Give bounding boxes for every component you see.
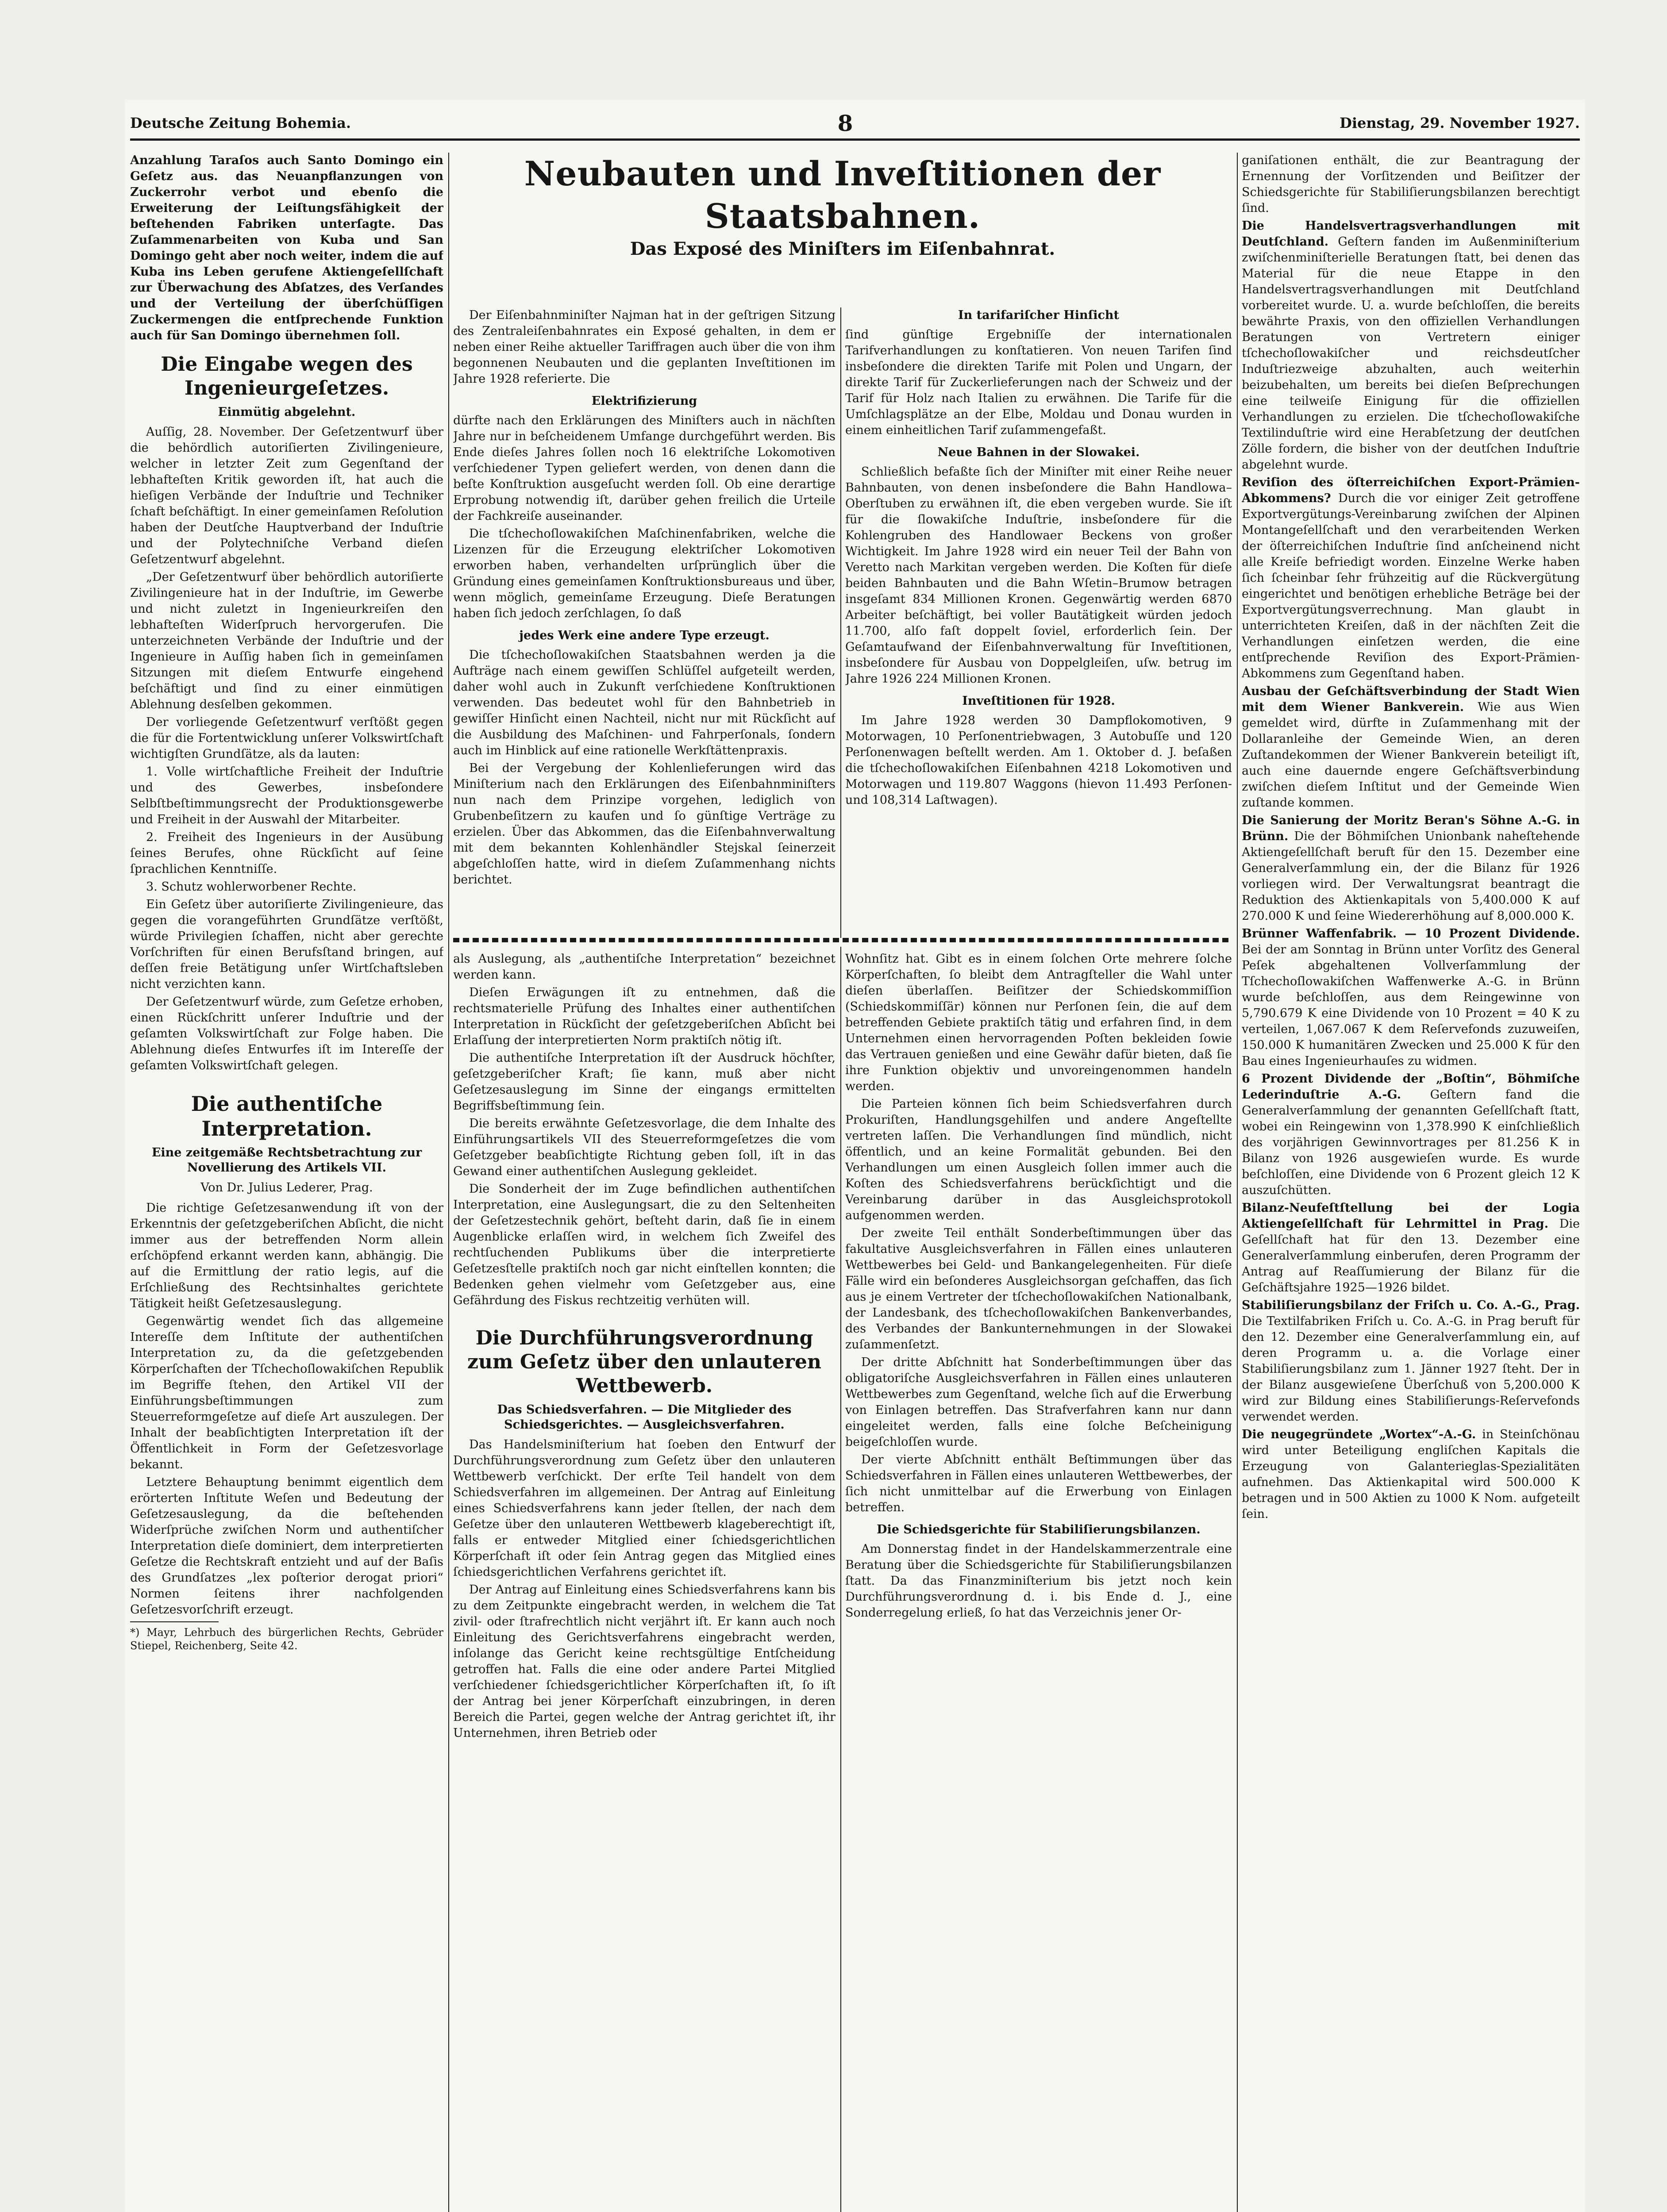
column-rule [448, 153, 449, 2212]
paragraph: Die Parteien können ſich beim Schiedsverfahren durch Prokuriſten, Handlungsgehilfen und andere Angeſtellte vertreten laſſen. Die Verhandlungen ſind mündlich, nicht öffentlich, und an keine Formalität gebunden. Bei den Verhandlungen um einen Ausgleich ſollen immer auch die Koſten des Schiedsverfahrens berückſichtigt und die Vereinbarung darüber in das Ausgleichsprotokoll aufgenommen werden. [845, 1097, 1232, 1222]
paragraph: Die richtige Geſetzesanwendung iſt von der Erkenntnis der geſetzgeberiſchen Abſicht, die nicht immer aus der betreffenden Norm allein erſchöpfend erkannt werden kann, abhängig. Die auf die Ermittlung der ratio legis, auf die Erſchließung des Rechtsinhaltes gerichtete Tätigkeit heißt Geſetzesauslegung. [130, 1201, 443, 1310]
column-3-bottom [845, 951, 1232, 2212]
paragraph: 1. Volle wirtſchaftliche Freiheit der Induſtrie und des Gewerbes, insbeſondere Selbſtbeſtimmungsrecht der Produktionsgewerbe und Freiheit in der Auswahl der Mitarbeiter. [130, 765, 443, 826]
column-rule [840, 307, 841, 938]
lead-head: Die Sanierung der Moritz Beran's Söhne A.-G. in Brünn. [1242, 814, 1580, 843]
byline: Von Dr. Julius Lederer, Prag. [200, 1181, 373, 1194]
paragraph: dürfte nach den Erklärungen des Miniſters auch in nächſten Jahre nur in beſcheidenem Umfange durchgeführt werden. Bis Ende dieſes Jahres ſollen noch 16 elektriſche Lokomotiven verſchiedener Typen geliefert werden, von denen dann die beſte Konſtruktion ausgeſucht werden ſoll. Ob eine derartige Erprobung notwendig iſt, darüber gehen freilich die Urteile der Fachkreiſe auseinander. [453, 414, 835, 523]
paragraph: Die tſchechoſlowakiſchen Staatsbahnen werden ja die Aufträge nach einem gewiſſen Schlüſſel aufgeteilt werden, daher wohl auch in Zukunft verſchiedene Konſtruktionen verwenden. Das bedeutet wohl für den Bahnbetrieb in gewiſſer Hinſicht einen Nachteil, nicht nur mit Rückſicht auf die Ausbildung des Maſchinen- und Fahrperſonals, ſondern auch im Hinblick auf eine rationelle Werkſtättenpraxis. [453, 648, 835, 757]
section-head: jedes Werk eine andere Type erzeugt. [519, 629, 770, 642]
main-headline: Neubauten und Inveſtitionen der Staatsbahnen. [524, 154, 1161, 236]
paragraph-with-lead [1242, 684, 1580, 811]
paragraph-with-lead [1242, 218, 1580, 473]
column-2-top [453, 307, 835, 936]
lead-head: Ausbau der Geſchäftsverbindung der Stadt Wien mit dem Wiener Bankverein. [1242, 684, 1580, 714]
page-header [130, 108, 1580, 141]
paragraph: Der dritte Abſchnitt hat Sonderbeſtimmungen über das obligatoriſche Ausgleichsverfahren in Fällen eines unlauteren Wettbewerbes zum Gegenſtand, welche ſich auf die Erwerbung von Einlagen betreffen. Das Strafverfahren kann nur dann eingeleitet werden, falls eine ſolche Beſcheinigung beigeſchloſſen wurde. [845, 1356, 1232, 1449]
section-head: Elektrifizierung [591, 394, 697, 408]
lead-text: Bei der am Sonntag in Brünn unter Vorſitz des General Peſek abgehaltenen Vollverſammlung der Tſchechoſlowakiſchen Waffenwerke A.-G. in Brünn wurde beſchloſſen, aus dem Reingewinne von 5,790.679 K eine Dividende von 10 Prozent = 40 K zu verteilen, 1,067.067 K dem Reſervefonds zuzuweiſen, 150.000 K humanitären Zwecken und 25.000 K für den Bau eines Ingenieurhauſes zu widmen. [1242, 943, 1580, 1068]
lead-text: Geſtern fanden im Außenminiſterium zwiſchenminiſterielle Beratungen ſtatt, bei denen das Material für die neue Etappe in den Handelsvertragsverhandlungen mit Deutſchland vorbereitet wurde. U. a. wurde beſchloſſen, die bereits bewährte Praxis, von den offiziellen Verhandlungen Beratungen von Vertretern einiger tſchechoſlowakiſcher und reichsdeutſcher Induſtriezweige abzuhalten, auch weiterhin beizubehalten, um bereits bei dieſen Beſprechungen eine teilweiſe Einigung für die offiziellen Verhandlungen zu erzielen. Die tſchechoſlowakiſche Textilinduſtrie wird eine Herabſetzung der deutſchen Zölle fordern, die bisher von der deutſchen Induſtrie abgelehnt wurde. [1242, 235, 1580, 472]
section-head: Neue Bahnen in der Slowakei. [937, 445, 1140, 459]
footnote: *) Mayr, Lehrbuch des bürgerlichen Rechts, Gebrüder Stiepel, Reichenberg, Seite 42. [130, 1626, 443, 1652]
paragraph: Bei der Vergebung der Kohlenlieferungen wird das Miniſterium nach den Erklärungen des Eiſenbahnminiſters nun nach dem Prinzipe vorgehen, lediglich von Grubenbeſitzern zu kaufen und ſo günſtige Verträge zu erzielen. Über das Abkommen, das die Eiſenbahnverwaltung mit dem bekannten Kohlenhändler Stejskal ſeinerzeit abgeſchloſſen hatte, wird in dieſem Zuſammenhang nichts berichtet. [453, 761, 835, 887]
lead-head: Stabiliſierungsbilanz der Friſch u. Co. A.-G., Prag. [1242, 1298, 1580, 1312]
paragraph: 2. Freiheit des Ingenieurs in der Ausübung ſeines Berufes, ohne Rückſicht auf ſeine ſprachlichen Kenntniſſe. [130, 830, 443, 876]
article-title: Die Durchführungsverordnung zum Geſetz über den unlauteren Wettbewerb. [467, 1327, 821, 1397]
paragraph-with-lead [1242, 813, 1580, 924]
paragraph: 3. Schutz wohlerworbener Rechte. [146, 880, 357, 894]
footnote-rule [130, 1621, 219, 1622]
lead-head: Die neugegründete „Wortex“-A.-G. [1242, 1428, 1476, 1441]
column-2-bottom [453, 951, 835, 2212]
lead-head: Reviſion des öſterreichiſchen Export-Prämien-Abkommens? [1242, 476, 1580, 505]
article-tail: Anzahlung Taraſos auch Santo Domingo ein Geſetz aus. das Neuanpflanzungen von Zuckerrohr verbot und ebenſo die Erweiterung der Leiſtungsfähigkeit der beſtehenden Fabriken unterſagte. Das Zuſammenarbeiten von Kuba und San Domingo geht aber noch weiter, indem die auf Kuba ins Leben gerufene Aktiengeſellſchaft zur Überwachung des Abſatzes, des Verſandes und der Verteilung der überſchüſſigen Zuckermengen die entſprechende Funktion auch für San Domingo übernehmen ſoll. [130, 154, 443, 342]
paragraph: Das Handelsminiſterium hat ſoeben den Entwurf der Durchführungsverordnung zum Geſetz über den unlauteren Wettbewerb verſchickt. Der erſte Teil handelt von dem Schiedsverfahren im allgemeinen. Der Antrag auf Einleitung eines Schiedsverfahrens kann jeder ſtellen, der nach dem Geſetze über den unlauteren Wettbewerb klageberechtigt iſt, falls er entweder Mitglied einer ſchiedsgerichtlichen Körperſchaft iſt oder ſein Antrag gegen das Mitglied eines ſchiedsgerichtlichen Verfahrens gerichtet iſt. [453, 1438, 835, 1579]
paragraph: Die bereits erwähnte Geſetzesvorlage, die dem Inhalte des Einführungsartikels VII des Steuerreformgeſetzes die vom Geſetzgeber beabſichtigte Richtung geben ſoll, iſt in das Gewand einer authentiſchen Auslegung gekleidet. [453, 1117, 835, 1178]
paragraph: „Der Geſetzentwurf über behördlich autoriſierte Zivilingenieure hat in der Induſtrie, im Gewerbe und nicht zuletzt in Ingenieurkreiſen den lebhafteſten Widerſpruch hervorgerufen. Die unterzeichneten Verbände der Induſtrie und der Ingenieure in Auſſig haben ſich in gemeinſamen Sitzungen mit dieſem Entwurfe eingehend beſchäftigt und ſind zu einer einmütigen Ablehnung desſelben gekommen. [130, 570, 443, 711]
lead-head: Die Handelsvertragsverhandlungen mit Deutſchland. [1242, 219, 1580, 249]
article-subtitle: Einmütig abgelehnt. [218, 405, 356, 419]
paragraph: ganiſationen enthält, die zur Beantragung der Ernennung der Vorſitzenden und Beiſitzer der Schiedsgerichte für Stabiliſierungsbilanzen berechtigt ſind. [1242, 154, 1580, 215]
paragraph: Die authentiſche Interpretation iſt der Ausdruck höchſter, geſetzgeberiſcher Kraft; ſie kann, muß aber nicht Geſetzesauslegung im Sinne der eingangs ermittelten Begriffsbeſtimmung ſein. [453, 1051, 835, 1113]
column-1 [130, 153, 443, 2212]
newspaper-page [125, 100, 1585, 2212]
paragraph-with-lead [1242, 1200, 1580, 1296]
column-rule [1237, 153, 1238, 2212]
paragraph: als Auslegung, als „authentiſche Interpretation“ bezeichnet werden kann. [453, 952, 835, 982]
paragraph-with-lead [1242, 926, 1580, 1069]
paragraph-with-lead [1242, 1427, 1580, 1522]
paragraph: Der vorliegende Geſetzentwurf verſtößt gegen die für die Fortentwicklung unſerer Volkswirtſchaft wichtigſten Grundſätze, als da lauten: [130, 715, 443, 761]
section-head: Die Schiedsgerichte für Stabiliſierungsbilanzen. [877, 1523, 1201, 1536]
paragraph: Auſſig, 28. November. Der Geſetzentwurf über die behördlich autoriſierten Zivilingenieure, welcher in letzter Zeit zum Gegenſtand der lebhafteſten Kritik geworden iſt, hat auch die hieſigen Verbände der Induſtrie und Techniker ſchaft beſchäftigt. In einer gemeinſamen Reſolution haben der Deutſche Hauptverband der Induſtrie und der Polytechniſche Verband dieſen Geſetzentwurf abgelehnt. [130, 425, 443, 566]
article-title: Die authentiſche Interpretation. [191, 1092, 383, 1141]
column-rule [840, 947, 841, 2212]
paragraph: Der Eiſenbahnminiſter Najman hat in der geſtrigen Sitzung des Zentraleiſenbahnrates ein Exposé gehalten, in dem er neben einer Reihe aktueller Tariffragen auch über die von ihm begonnenen Neubauten und die geplanten Inveſtitionen im Jahre 1928 referierte. Die [453, 308, 835, 386]
article-title: Die Eingabe wegen des Ingenieurgeſetzes. [161, 353, 413, 399]
lead-text: Wie aus Wien gemeldet wird, dürfte in Zuſammenhang mit der Dollaranleihe der Gemeinde Wien, an deren Zuſtandekommen der Wiener Bankverein beteiligt iſt, auch eine dauernde engere Geſchäftsverbindung zwiſchen dieſem Inſtitut und der Gemeinde Wien zuſtande kommen. [1242, 700, 1580, 810]
paragraph: Der Geſetzentwurf würde, zum Geſetze erhoben, einen Rückſchritt unſerer Induſtrie und der geſamten Volkswirtſchaft zur Folge haben. Die Ablehnung dieſes Entwurfes iſt im Intereſſe der geſamten Volkswirtſchaft gelegen. [130, 995, 443, 1072]
star-divider [453, 938, 1232, 942]
column-4 [1242, 153, 1580, 2212]
paragraph: Der Antrag auf Einleitung eines Schiedsverfahrens kann bis zu dem Zeitpunkte eingebracht werden, in welchem die Tat zivil- oder ſtrafrechtlich nicht verjährt iſt. Er kann auch noch Einleitung des Gerichtsverfahrens eingebracht werden, inſolange das Gericht keine rechtsgültige Entſcheidung getroffen hat. Falls die eine oder andere Partei Mitglied verſchiedener ſchiedsgerichtlicher Körperſchaften iſt, ſo iſt der Antrag bei jener Körperſchaft einzubringen, in deren Bereich die Partei, gegen welche der Antrag gerichtet iſt, ihr Unternehmen, ihren Betrieb oder [453, 1583, 835, 1740]
paragraph: Die Sonderheit der im Zuge befindlichen authentiſchen Interpretation, eine Auslegungsart, die zu den Seltenheiten der Geſetzestechnik gehört, beſteht darin, daß ſie in einem Augenblicke erlaſſen wird, in welchem ſich Zweifel des rechtſuchenden Publikums über die interpretierte Geſetzesſtelle praktiſch noch gar nicht einſtellen konnten; die Bedenken gehen vielmehr vom Geſetzgeber aus, eine Gefährdung des Fiskus rechtzeitig verhüten will. [453, 1182, 835, 1307]
lead-text: Die Textilfabriken Friſch u. Co. A.-G. in Prag beruft für den 12. Dezember eine Generalverſammlung ein, auf deren Programm u. a. die Vorlage einer Stabiliſierungsbilanz zum 1. Jänner 1927 ſteht. Der in der Bilanz ausgewieſene Überſchuß von 5,200.000 K wird zur Bildung eines Stabiliſierungs-Reſervefonds verwendet werden. [1242, 1314, 1580, 1424]
lead-text: Die der Böhmiſchen Unionbank naheſtehende Aktiengeſellſchaft beruft für den 15. Dezember eine Generalverſammlung ein, der die Bilanz für 1926 vorliegen wird. Der Verwaltungsrat beantragt die Reduktion des Aktienkapitals von 5,400.000 K auf 270.000 K und ſeine Wiedererhöhung auf 8,000.000 K. [1242, 830, 1580, 923]
paragraph: Wohnſitz hat. Gibt es in einem ſolchen Orte mehrere ſolche Körperſchaften, ſo bleibt dem Antragſteller die Wahl unter dieſen überlaſſen. Beiſitzer der Schiedskommiſſion (Schiedskommiſſär) können nur Perſonen ſein, die auf dem betreffenden Gebiete praktiſch tätig und erfahren ſind, in dem Unternehmen einen hervorragenden Poſten bekleiden ſowie das Vertrauen genießen und eine Gewähr dafür bieten, daß ſie ihre Funktion objektiv und unvoreingenommen handeln werden. [845, 952, 1232, 1093]
paragraph: Der vierte Abſchnitt enthält Beſtimmungen über das Schiedsverfahren in Fällen eines unlauteren Wettbewerbes, der ſich nicht unmittelbar auf die Erwerbung von Einlagen betreffen. [845, 1453, 1232, 1514]
paragraph: Die tſchechoſlowakiſchen Maſchinenfabriken, welche die Lizenzen für die Erzeugung elektriſcher Lokomotiven erworben haben, verhandelten urſprünglich über die Gründung eines gemeinſamen Konſtruktionsbureaus und über, wenn möglich, gemeinſame Erzeugung. Dieſe Beratungen haben ſich jedoch zerſchlagen, ſo daß [453, 527, 835, 620]
paragraph-with-lead [1242, 475, 1580, 682]
paragraph: Gegenwärtig wendet ſich das allgemeine Intereſſe dem Inſtitute der authentiſchen Interpretation zu, da die geſetzgebenden Körperſchaften der Tſchechoſlowakiſchen Republik im Begriffe ſtehen, den Artikel VII der Einführungsbeſtimmungen zum Steuerreformgeſetze auf dieſe Art auszulegen. Der Inhalt der beabſichtigten Interpretation iſt der Öffentlichkeit in Form der Geſetzesvorlage bekannt. [130, 1314, 443, 1471]
main-deck: Das Exposé des Miniſters im Eiſenbahnrat. [630, 238, 1055, 259]
article-subtitle: Das Schiedsverfahren. — Die Mitglieder des Schiedsgerichtes. — Ausgleichsverfahren. [497, 1403, 792, 1432]
lead-text: Durch die vor einiger Zeit getroffene Exportvergütungs-Vereinbarung zwiſchen der Alpinen Montangeſellſchaft und den verarbeitenden Werken der öſterreichiſchen Induſtrie ſind anſcheinend nicht alle Kreiſe befriedigt worden. Einzelne Werke haben ſich ſcheinbar ſehr frühzeitig auf die Rückvergütung eingerichtet und benötigen erhebliche Beträge bei der Exportvergütungsverrechnung. Man glaubt in unterrichteten Kreiſen, daß in der nächſten Zeit die Verhandlungen einſetzen werden, die eine entſprechende Reviſion des Export-Prämien-Abkommens zum Gegenſtand haben. [1242, 492, 1580, 680]
paper-name: Deutsche Zeitung Bohemia. [130, 115, 351, 131]
paragraph: Dieſen Erwägungen iſt zu entnehmen, daß die rechtsmaterielle Prüfung des Inhaltes einer authentiſchen Interpretation in Rückſicht der geſetzgeberiſchen Abſicht bei Erlaſſung der interpretierten Norm praktiſch nötig iſt. [453, 986, 835, 1047]
lead-text: Die Geſellſchaft hat für den 13. Dezember eine Generalverſammlung einberufen, deren Programm der Antrag auf Reaſſumierung der Bilanz für die Geſchäftsjahre 1925—1926 bildet. [1242, 1217, 1580, 1294]
paragraph: Der zweite Teil enthält Sonderbeſtimmungen über das fakultative Ausgleichsverfahren in Fällen eines unlauteren Wettbewerbes bei Geld- und Bankangelegenheiten. Für dieſe Fälle wird ein beſonderes Ausgleichsorgan geſchaffen, das ſich aus je einem Vertreter der tſchechoſlowakiſchen Nationalbank, der Landesbank, des tſchechoſlowakiſchen Bankenverbandes, des Verbandes der Bankunternehmungen in der Slowakei zuſammenſetzt. [845, 1226, 1232, 1352]
column-3-top [845, 307, 1232, 936]
lead-head: Bilanz-Neufeſtſtellung bei der Logia Aktiengeſellſchaft für Lehrmittel in Prag. [1242, 1201, 1580, 1231]
paragraph: Am Donnerstag findet in der Handelskammerzentrale eine Beratung über die Schiedsgerichte für Stabiliſierungsbilanzen ſtatt. Da das Finanzminiſterium bis jetzt noch kein Durchführungsverordnung d. i. bis Ende d. J., eine Sonderregelung erließ, ſo hat das Verzeichnis jener Or- [845, 1542, 1232, 1620]
page-number: 8 [837, 110, 853, 136]
paragraph: Letztere Behauptung benimmt eigentlich dem erörterten Inſtitute Weſen und Bedeutung der Geſetzesauslegung, da die beſtehenden Widerſprüche zwiſchen Norm und authentiſcher Interpretation dieſe dominiert, dem interpretierten Geſetze die Rechtskraft entzieht und auf der Baſis des Grundſatzes „lex poſterior derogat priori“ Normen ſeitens ihrer nachfolgenden Geſetzesvorſchrift erzeugt. [130, 1475, 443, 1617]
paragraph: ſind günſtige Ergebniſſe der internationalen Tarifverhandlungen zu konſtatieren. Von neuen Tarifen ſind insbeſondere die direkten Tarife mit Polen und Ungarn, der direkte Tarif für Zuckerlieferungen nach der Schweiz und der Tarif für Holz nach Italien zu erwähnen. Die Tarife für die Umſchlagsplätze an der Elbe, Moldau und Donau wurden in einem einheitlichen Tarif zuſammengefaßt. [845, 328, 1232, 437]
lead-head: Brünner Waffenfabrik. — 10 Prozent Dividende. [1242, 927, 1580, 941]
paragraph: Im Jahre 1928 werden 30 Dampflokomotiven, 9 Motorwagen, 10 Perſonentriebwagen, 3 Autobuſſe und 120 Perſonenwagen beſtellt werden. Am 1. Oktober d. J. beſaßen die tſchechoſlowakiſchen Eiſenbahnen 4218 Lokomotiven und Motorwagen und 119.807 Waggons (hievon 11.493 Perſonen- und 108,314 Laſtwagen). [845, 714, 1232, 807]
section-head: Inveſtitionen für 1928. [962, 694, 1115, 708]
article-subtitle: Eine zeitgemäße Rechtsbetrachtung zur Novellierung des Artikels VII. [151, 1146, 422, 1175]
paragraph-with-lead [1242, 1071, 1580, 1198]
paragraph: Ein Geſetz über autoriſierte Zivilingenieure, das gegen die vorangeführten Grundſätze verſtößt, würde Privilegien ſchaffen, nicht aber gerechte Vorſchriften für einen Berufsſtand bringen, auf deſſen freie Betätigung unſer Wirtſchaftsleben nicht verzichten kann. [130, 898, 443, 991]
lead-text: Geſtern fand die Generalverſammlung der genannten Geſellſchaft ſtatt, wobei ein Reingewinn von 1,378.990 K einſchließlich des vorjährigen Gewinnvortrages per 81.256 K in Bilanz von 1926 ausgewieſen wurde. Es wurde beſchloſſen, eine Dividende von 6 Prozent gleich 12 K auszuſchütten. [1242, 1088, 1580, 1197]
main-headline-block [453, 153, 1232, 261]
issue-date: Dienstag, 29. November 1927. [1340, 115, 1580, 131]
lead-text: in Steinſchönau wird unter Beteiligung engliſchen Kapitals die Erzeugung von Galanterieglas-Spezialitäten aufnehmen. Das Aktienkapital wird 500.000 K betragen und in 500 Aktien zu 1000 K Nom. aufgeteilt ſein. [1242, 1428, 1580, 1521]
lead-head: 6 Prozent Dividende der „Boſtin“, Böhmiſche Lederinduſtrie A.-G. [1242, 1072, 1580, 1102]
paragraph: Schließlich befaßte ſich der Miniſter mit einer Reihe neuer Bahnbauten, von denen insbeſondere die Bahn Handlowa–Oberſtuben zu erwähnen iſt, die eben vergeben wurde. Sie iſt für die ſlowakiſche Induſtrie, insbeſondere für die Kohlengruben des Handlowaer Beckens von großer Wichtigkeit. Im Jahre 1928 wird ein neuer Teil der Bahn von Veretto nach Markitan vergeben werden. Die Koſten für dieſe beiden Bahnbauten und die Bahn Wſetin–Brumow betragen insgeſamt 834 Millionen Kronen. Gegenwärtig werden 6870 Arbeiter beſchäftigt, bei voller Bautätigkeit würden jedoch 11.700, alſo faſt doppelt ſoviel, erforderlich ſein. Der Geſamtaufwand der Eiſenbahnverwaltung für Inveſtitionen, insbeſondere für Ausbau von Doppelgleiſen, uſw. betrug im Jahre 1926 224 Millionen Kronen. [845, 465, 1232, 686]
paragraph-with-lead [1242, 1298, 1580, 1425]
section-head: In tarifariſcher Hinſicht [958, 308, 1119, 322]
